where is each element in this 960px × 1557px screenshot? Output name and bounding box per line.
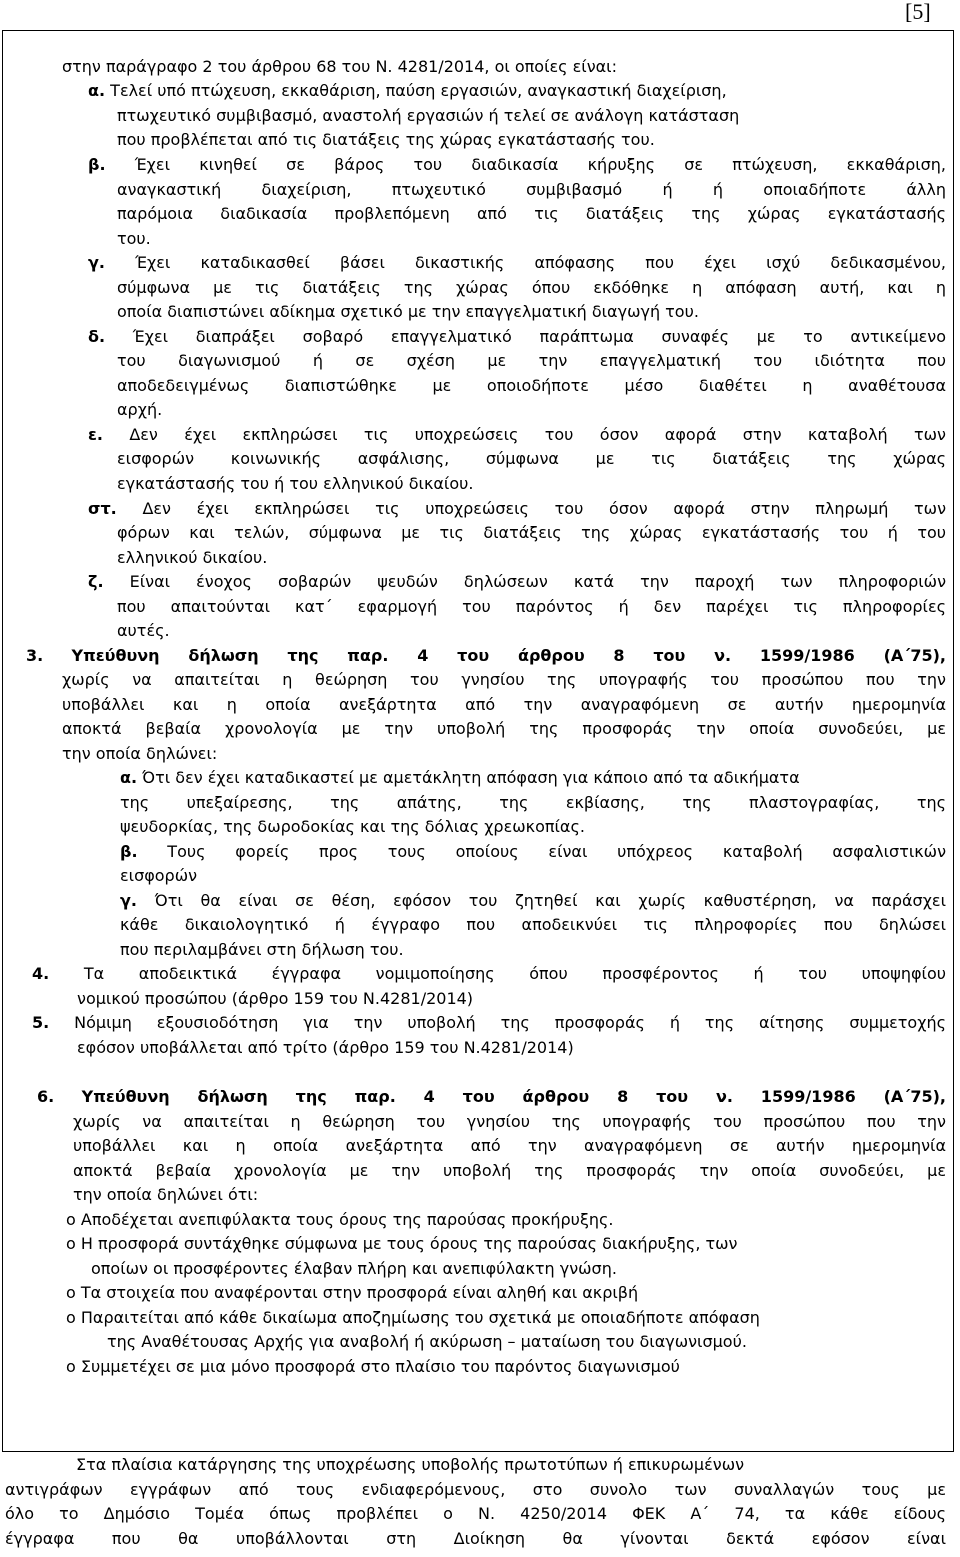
line-text: που περιλαμβάνει στη δήλωση του. <box>120 940 404 959</box>
line-text: που απαιτούνται κατ΄ εφαρμογή του παρόντος ή δεν παρέχει τις πληροφορίες <box>117 597 946 616</box>
line-text: Υπεύθυνη δήλωση της παρ. 4 του άρθρου 8 του ν. 1599/1986 (Α΄75), <box>81 1087 946 1106</box>
text-line <box>66 1234 737 1254</box>
text-line <box>88 425 946 445</box>
text-line <box>117 204 946 224</box>
line-text: Υπεύθυνη δήλωση της παρ. 4 του άρθρου 8 του ν. 1599/1986 (Α΄75), <box>71 646 947 665</box>
text-line <box>88 572 946 592</box>
line-text: χωρίς να απαιτείται η θεώρηση του γνησίου της υπογραφής του προσώπου που την <box>62 670 946 689</box>
line-text: την οποία δηλώνει: <box>62 744 218 763</box>
item-marker: β. <box>88 155 106 174</box>
line-text: Δεν έχει εκπληρώσει τις υποχρεώσεις του όσον αφορά στην καταβολή των <box>102 425 946 444</box>
text-line <box>120 768 800 788</box>
line-text: αποκτά βεβαία χρονολογία με την υποβολή της προσφοράς την οποία συνοδεύει, με <box>62 719 946 738</box>
text-line <box>117 180 946 200</box>
line-text: Δεν έχει εκπληρώσει τις υποχρεώσεις του όσον αφορά στην πληρωμή των <box>116 499 946 518</box>
line-text: Ότι θα είναι σε θέση, εφόσον του ζητηθεί και χωρίς καθυστέρηση, να παράσχει <box>136 891 946 910</box>
text-line <box>120 915 946 935</box>
line-text: Τους φορείς προς τους οποίους είναι υπόχρεος καταβολή ασφαλιστικών <box>137 842 946 861</box>
line-text: Είναι ένοχος σοβαρών ψευδών δηλώσεων κατά την παροχή των πληροφοριών <box>103 572 946 591</box>
item-marker: γ. <box>120 891 137 910</box>
text-line <box>117 400 162 420</box>
item-marker: γ. <box>88 253 105 272</box>
text-line <box>117 130 655 150</box>
section-number: 4. <box>32 964 50 983</box>
line-text: εισφορών κοινωνικής ασφάλισης, σύμφωνα με τις διατάξεις της χώρας <box>117 449 946 468</box>
text-line <box>66 1308 760 1328</box>
text-line <box>76 1455 744 1475</box>
line-text: εγκατάστασής του ή του ελληνικού δικαίου. <box>117 474 474 493</box>
line-text: Έχει καταδικασθεί βάσει δικαστικής απόφασης που έχει ισχύ δεδικασμένου, <box>104 253 946 272</box>
text-line <box>117 523 946 543</box>
item-marker: ζ. <box>88 572 104 591</box>
line-text: την οποία δηλώνει ότι: <box>73 1185 259 1204</box>
text-line <box>88 327 946 347</box>
text-line <box>120 842 946 862</box>
line-text: υποβάλλει και η οποία ανεξάρτητα από την αναγραφόμενη σε αυτήν ημερομηνία <box>73 1136 946 1155</box>
line-text: ελληνικού δικαίου. <box>117 548 268 567</box>
line-text: χωρίς να απαιτείται η θεώρηση του γνησίου της υπογραφής του προσώπου που την <box>73 1112 946 1131</box>
text-line <box>5 1480 946 1500</box>
text-line <box>62 719 946 739</box>
text-line <box>117 621 170 641</box>
line-text: αποδεδειγμένως διαπιστώθηκε με οποιοδήποτε μέσο διαθέτει η αναθέτουσα <box>117 376 946 395</box>
text-line <box>117 548 267 568</box>
text-line <box>73 1112 946 1132</box>
item-marker: β. <box>120 842 138 861</box>
text-line <box>88 155 946 175</box>
text-line <box>117 278 946 298</box>
line-text: αρχή. <box>117 400 163 419</box>
text-line <box>73 1161 946 1181</box>
text-line <box>120 891 946 911</box>
line-text: παρόμοια διαδικασία προβλεπόμενη από τις διατάξεις της χώρας εγκατάστασής <box>117 204 946 223</box>
text-line <box>120 817 585 837</box>
text-line <box>117 351 946 371</box>
section-number: 5. <box>32 1013 50 1032</box>
line-text: όλο το Δημόσιο Τομέα όπως προβλέπει ο Ν. 4250/2014 ΦΕΚ Α΄ 74, τα κάθε είδους <box>5 1504 946 1523</box>
text-line <box>77 1038 574 1058</box>
text-line <box>117 376 946 396</box>
line-text: αυτές. <box>117 621 170 640</box>
item-marker: α. <box>88 81 106 100</box>
text-line <box>62 670 946 690</box>
text-line <box>117 302 699 322</box>
line-text: Έχει διαπράξει σοβαρό επαγγελματικό παράπτωμα συναφές με το αντικείμενο <box>105 327 946 346</box>
line-text: αντιγράφων εγγράφων από τους ενδιαφερόμενους, στο συνολο των συναλλαγών τους με <box>5 1480 946 1499</box>
line-text: Έχει κινηθεί σε βάρος του διαδικασία κήρυξης σε πτώχευση, εκκαθάριση, <box>105 155 946 174</box>
line-text: ο Παραιτείται από κάθε δικαίωμα αποζημίωσης του σχετικά με οποιαδήποτε απόφαση <box>66 1308 760 1327</box>
line-text: ο Συμμετέχει σε μια μόνο προσφορά στο πλαίσιο του παρόντος διαγωνισμού <box>66 1357 680 1376</box>
text-line <box>88 253 946 273</box>
line-text: Στα πλαίσια κατάργησης της υποχρέωσης υποβολής πρωτοτύπων ή επικυρωμένων <box>76 1455 745 1474</box>
text-line <box>37 1087 946 1107</box>
line-text: έγγραφα που θα υποβάλλονται στη Διοίκηση θα γίνονται δεκτά εφόσον είναι <box>5 1529 946 1548</box>
text-line <box>5 1504 946 1524</box>
item-marker: ε. <box>88 425 103 444</box>
line-text: κάθε δικαιολογητικό ή έγγραφο που αποδεικνύει τις πληροφορίες που δηλώσει <box>120 915 946 934</box>
text-line <box>66 1357 680 1377</box>
text-line <box>117 474 473 494</box>
text-line <box>120 940 404 960</box>
line-text: Τα αποδεικτικά έγγραφα νομιμοποίησης όπου προσφέροντος ή του υποψηφίου <box>83 964 946 983</box>
item-marker: α. <box>120 768 138 787</box>
line-text: στην παράγραφο 2 του άρθρου 68 του Ν. 4281/2014, οι οποίες είναι: <box>62 57 617 76</box>
line-text: οποία διαπιστώνει αδίκημα σχετικό με την επαγγελματική διαγωγή του. <box>117 302 699 321</box>
line-text: ο Η προσφορά συντάχθηκε σύμφωνα με τους όρους της παρούσας διακήρυξης, των <box>66 1234 738 1253</box>
text-line <box>117 597 946 617</box>
text-line <box>91 1259 617 1279</box>
line-text: Νόμιμη εξουσιοδότηση για την υποβολή της προσφοράς ή της αίτησης συμμετοχής <box>74 1013 946 1032</box>
text-line <box>62 695 946 715</box>
line-text: νομικού προσώπου (άρθρο 159 του Ν.4281/2014) <box>77 989 474 1008</box>
line-text: της υπεξαίρεσης, της απάτης, της εκβίασης, της πλαστογραφίας, της <box>120 793 946 812</box>
text-line <box>5 1529 946 1549</box>
text-line <box>88 499 946 519</box>
text-line <box>117 106 739 126</box>
section-number: 3. <box>26 646 44 665</box>
line-text: που προβλέπεται από τις διατάξεις της χώρας εγκατάστασής του. <box>117 130 655 149</box>
section-number: 6. <box>37 1087 55 1106</box>
line-text: αναγκαστική διαχείριση, πτωχευτικό συμβιβασμό ή ή οποιαδήποτε άλλη <box>117 180 946 199</box>
item-marker: στ. <box>88 499 117 518</box>
line-text: ο Τα στοιχεία που αναφέρονται στην προσφορά είναι αληθή και ακριβή <box>66 1283 639 1302</box>
line-text: εισφορών <box>120 866 198 885</box>
line-text: οποίων οι προσφέροντες έλαβαν πλήρη και ανεπιφύλακτη γνώση. <box>91 1259 617 1278</box>
line-text: σύμφωνα με τις διατάξεις της χώρας όπου εκδόθηκε η απόφαση αυτή, και η <box>117 278 946 297</box>
text-line <box>120 866 197 886</box>
text-line <box>77 989 473 1009</box>
text-line <box>73 1185 258 1205</box>
line-text: φόρων και τελών, σύμφωνα με τις διατάξεις της χώρας εγκατάστασής του ή του <box>117 523 946 542</box>
text-line <box>32 1013 946 1033</box>
page-number: [5] <box>905 0 931 24</box>
line-text: εφόσον υποβάλλεται από τρίτο (άρθρο 159 του Ν.4281/2014) <box>77 1038 574 1057</box>
text-line <box>66 1283 638 1303</box>
text-line <box>62 57 617 77</box>
text-line <box>88 81 727 101</box>
text-line <box>120 793 946 813</box>
text-line <box>117 229 151 249</box>
text-line <box>62 744 217 764</box>
line-text: πτωχευτικό συμβιβασμό, αναστολή εργασιών ή τελεί σε ανάλογη κατάσταση <box>117 106 740 125</box>
item-marker: δ. <box>88 327 106 346</box>
text-line <box>32 964 946 984</box>
text-line <box>117 449 946 469</box>
line-text: του. <box>117 229 151 248</box>
text-line <box>66 1210 613 1230</box>
text-line <box>26 646 946 666</box>
text-line <box>107 1332 747 1352</box>
line-text: του διαγωνισμού ή σε σχέση με την επαγγελματική του ιδιότητα που <box>117 351 946 370</box>
line-text: υποβάλλει και η οποία ανεξάρτητα από την αναγραφόμενη σε αυτήν ημερομηνία <box>62 695 946 714</box>
line-text: της Αναθέτουσας Αρχής για αναβολή ή ακύρωση – ματαίωση του διαγωνισμού. <box>107 1332 747 1351</box>
text-line <box>73 1136 946 1156</box>
line-text: Τελεί υπό πτώχευση, εκκαθάριση, παύση εργασιών, αναγκαστική διαχείριση, <box>105 81 727 100</box>
line-text: ψευδορκίας, της δωροδοκίας και της δόλιας χρεωκοπίας. <box>120 817 585 836</box>
line-text: Ότι δεν έχει καταδικαστεί με αμετάκλητη απόφαση για κάποιο από τα αδικήματα <box>137 768 800 787</box>
line-text: ο Αποδέχεται ανεπιφύλακτα τους όρους της παρούσας προκήρυξης. <box>66 1210 614 1229</box>
line-text: αποκτά βεβαία χρονολογία με την υποβολή της προσφοράς την οποία συνοδεύει, με <box>73 1161 946 1180</box>
